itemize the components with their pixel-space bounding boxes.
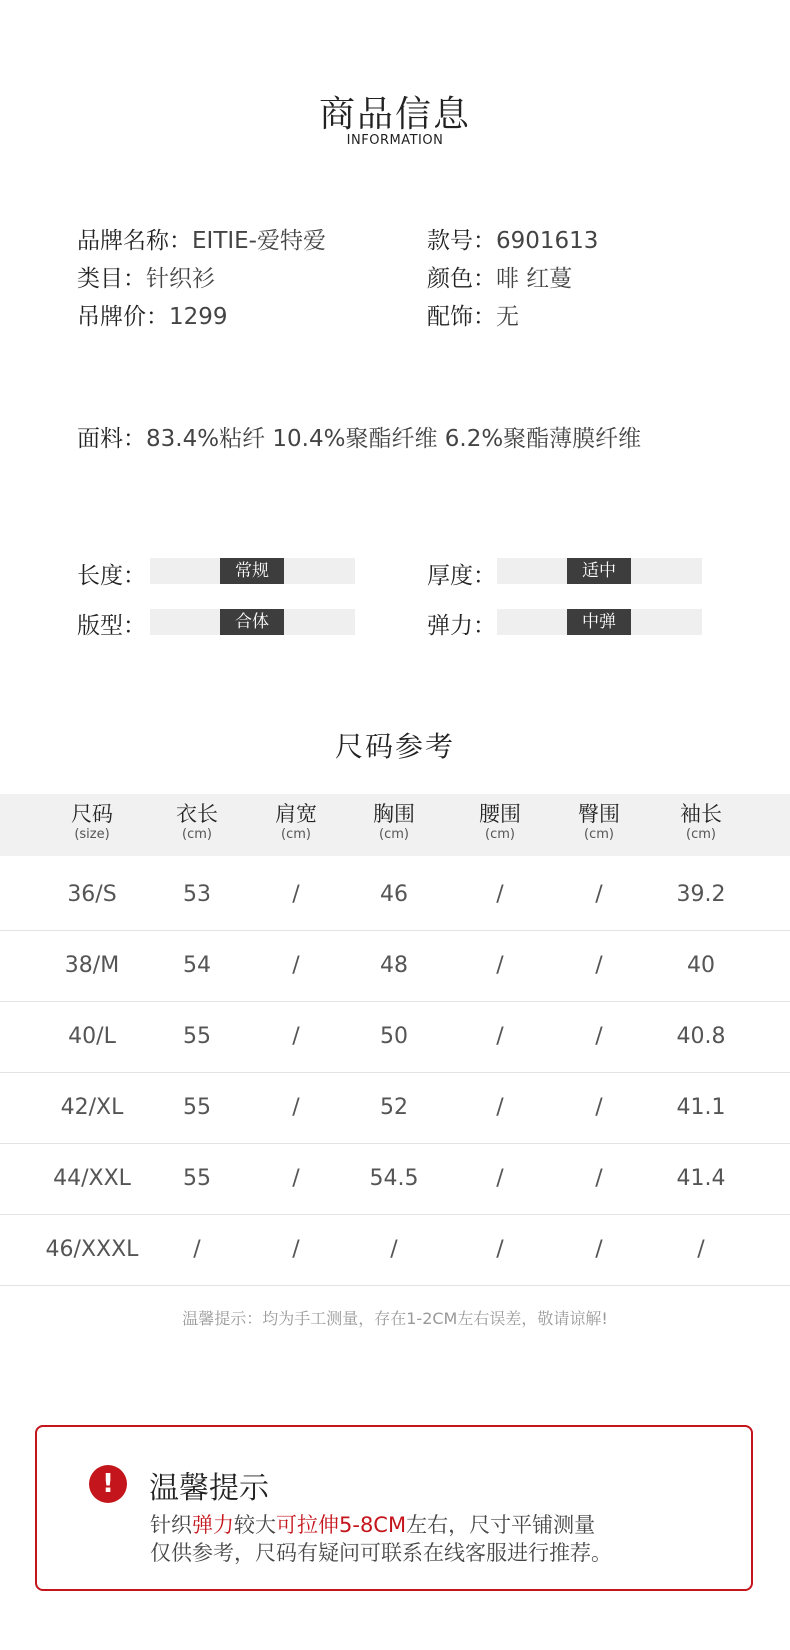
table-cell: 44/XXL <box>53 1166 131 1191</box>
table-cell: / <box>496 1166 504 1191</box>
brand-row <box>77 222 326 255</box>
fit-label: 版型： <box>77 613 146 639</box>
table-cell: 55 <box>183 1095 211 1120</box>
table-cell: / <box>292 1095 300 1120</box>
header-waist: 腰围 (cm) <box>479 802 521 842</box>
section-title: 商品信息 <box>318 94 471 135</box>
brand-label: 品牌名称： <box>77 228 192 254</box>
tip-box <box>35 1425 753 1591</box>
fit-bar <box>150 609 355 635</box>
table-cell: 55 <box>183 1166 211 1191</box>
header-length: 衣长 (cm) <box>176 802 218 842</box>
table-cell: 46 <box>380 882 408 907</box>
table-cell: / <box>496 1095 504 1120</box>
fit-tag: 合体 <box>220 609 284 635</box>
length-bar <box>150 558 355 584</box>
table-cell: 48 <box>380 953 408 978</box>
tip-text: 较大 <box>234 1513 276 1537</box>
accessory-row <box>427 298 519 331</box>
table-cell: / <box>292 1237 300 1262</box>
tip-highlight: 可拉伸5-8CM <box>276 1513 407 1537</box>
color-value: 啡 红蔓 <box>496 266 573 292</box>
thickness-label: 厚度： <box>427 563 496 589</box>
table-row <box>0 1144 790 1215</box>
table-cell: / <box>595 1095 603 1120</box>
table-cell: / <box>595 882 603 907</box>
size-table-header <box>0 794 790 856</box>
table-row <box>0 1002 790 1073</box>
table-cell: / <box>496 1024 504 1049</box>
table-cell: 55 <box>183 1024 211 1049</box>
header-sleeve: 袖长 (cm) <box>680 802 722 842</box>
style-no-label: 款号： <box>427 228 496 254</box>
table-cell: 53 <box>183 882 211 907</box>
thickness-bar <box>497 558 702 584</box>
tip-title: 温馨提示 <box>149 1471 269 1506</box>
elasticity-bar <box>497 609 702 635</box>
accessory-label: 配饰： <box>427 304 496 330</box>
table-cell: 40.8 <box>676 1024 726 1049</box>
tip-text: 针织 <box>150 1513 192 1537</box>
table-cell: 54.5 <box>369 1166 419 1191</box>
header-chest: 胸围 (cm) <box>373 802 415 842</box>
table-cell: / <box>292 882 300 907</box>
table-row <box>0 1215 790 1286</box>
fabric-label: 面料： <box>77 426 146 452</box>
fabric-row <box>77 420 641 453</box>
table-cell: / <box>496 1237 504 1262</box>
style-no-row <box>427 222 598 255</box>
table-row <box>0 860 790 931</box>
size-table-title: 尺码参考 <box>334 730 455 763</box>
category-value: 针织衫 <box>146 266 215 292</box>
elasticity-label: 弹力： <box>427 613 496 639</box>
table-cell: 39.2 <box>676 882 726 907</box>
tip-line-1 <box>150 1509 595 1539</box>
header-size: 尺码 (size) <box>71 802 113 842</box>
color-row <box>427 260 572 293</box>
table-cell: 36/S <box>67 882 117 907</box>
length-tag: 常规 <box>220 558 284 584</box>
tip-text: 左右，尺寸平铺测量 <box>406 1513 596 1537</box>
table-cell: 40/L <box>68 1024 116 1049</box>
price-label: 吊牌价： <box>77 304 169 330</box>
elasticity-tag: 中弹 <box>567 609 631 635</box>
table-cell: / <box>292 1166 300 1191</box>
style-no-value: 6901613 <box>496 228 599 254</box>
table-cell: 38/M <box>64 953 120 978</box>
table-cell: 41.4 <box>676 1166 726 1191</box>
table-cell: / <box>292 1024 300 1049</box>
table-cell: / <box>595 1024 603 1049</box>
color-label: 颜色： <box>427 266 496 292</box>
table-cell: / <box>595 1237 603 1262</box>
table-cell: / <box>496 882 504 907</box>
warning-icon: ! <box>89 1465 127 1503</box>
table-cell: / <box>697 1237 705 1262</box>
table-cell: / <box>595 953 603 978</box>
table-cell: 42/XL <box>60 1095 124 1120</box>
table-cell: / <box>292 953 300 978</box>
tip-highlight: 弹力 <box>192 1513 234 1537</box>
table-cell: / <box>595 1166 603 1191</box>
price-row <box>77 298 228 331</box>
table-cell: / <box>496 953 504 978</box>
table-row <box>0 931 790 1002</box>
length-label: 长度： <box>77 563 146 589</box>
header-hip: 臀围 (cm) <box>578 802 620 842</box>
thickness-tag: 适中 <box>567 558 631 584</box>
table-cell: 50 <box>380 1024 408 1049</box>
accessory-value: 无 <box>496 304 519 330</box>
table-cell: / <box>390 1237 398 1262</box>
measurement-note: 温馨提示：均为手工测量，存在1-2CM左右误差，敬请谅解! <box>182 1309 608 1328</box>
brand-value: EITIE-爱特爱 <box>192 228 326 254</box>
table-cell: 52 <box>380 1095 408 1120</box>
header-shoulder: 肩宽 (cm) <box>275 802 317 842</box>
table-row <box>0 1073 790 1144</box>
category-label: 类目： <box>77 266 146 292</box>
table-cell: 40 <box>687 953 715 978</box>
table-cell: 46/XXXL <box>45 1237 139 1262</box>
table-cell: 41.1 <box>676 1095 726 1120</box>
category-row <box>77 260 215 293</box>
table-cell: / <box>193 1237 201 1262</box>
tip-line-2: 仅供参考，尺码有疑问可联系在线客服进行推荐。 <box>150 1541 612 1565</box>
price-value: 1299 <box>169 304 228 330</box>
table-cell: 54 <box>183 953 211 978</box>
fabric-value: 83.4%粘纤 10.4%聚酯纤维 6.2%聚酯薄膜纤维 <box>146 426 642 452</box>
section-subtitle: INFORMATION <box>346 133 444 148</box>
